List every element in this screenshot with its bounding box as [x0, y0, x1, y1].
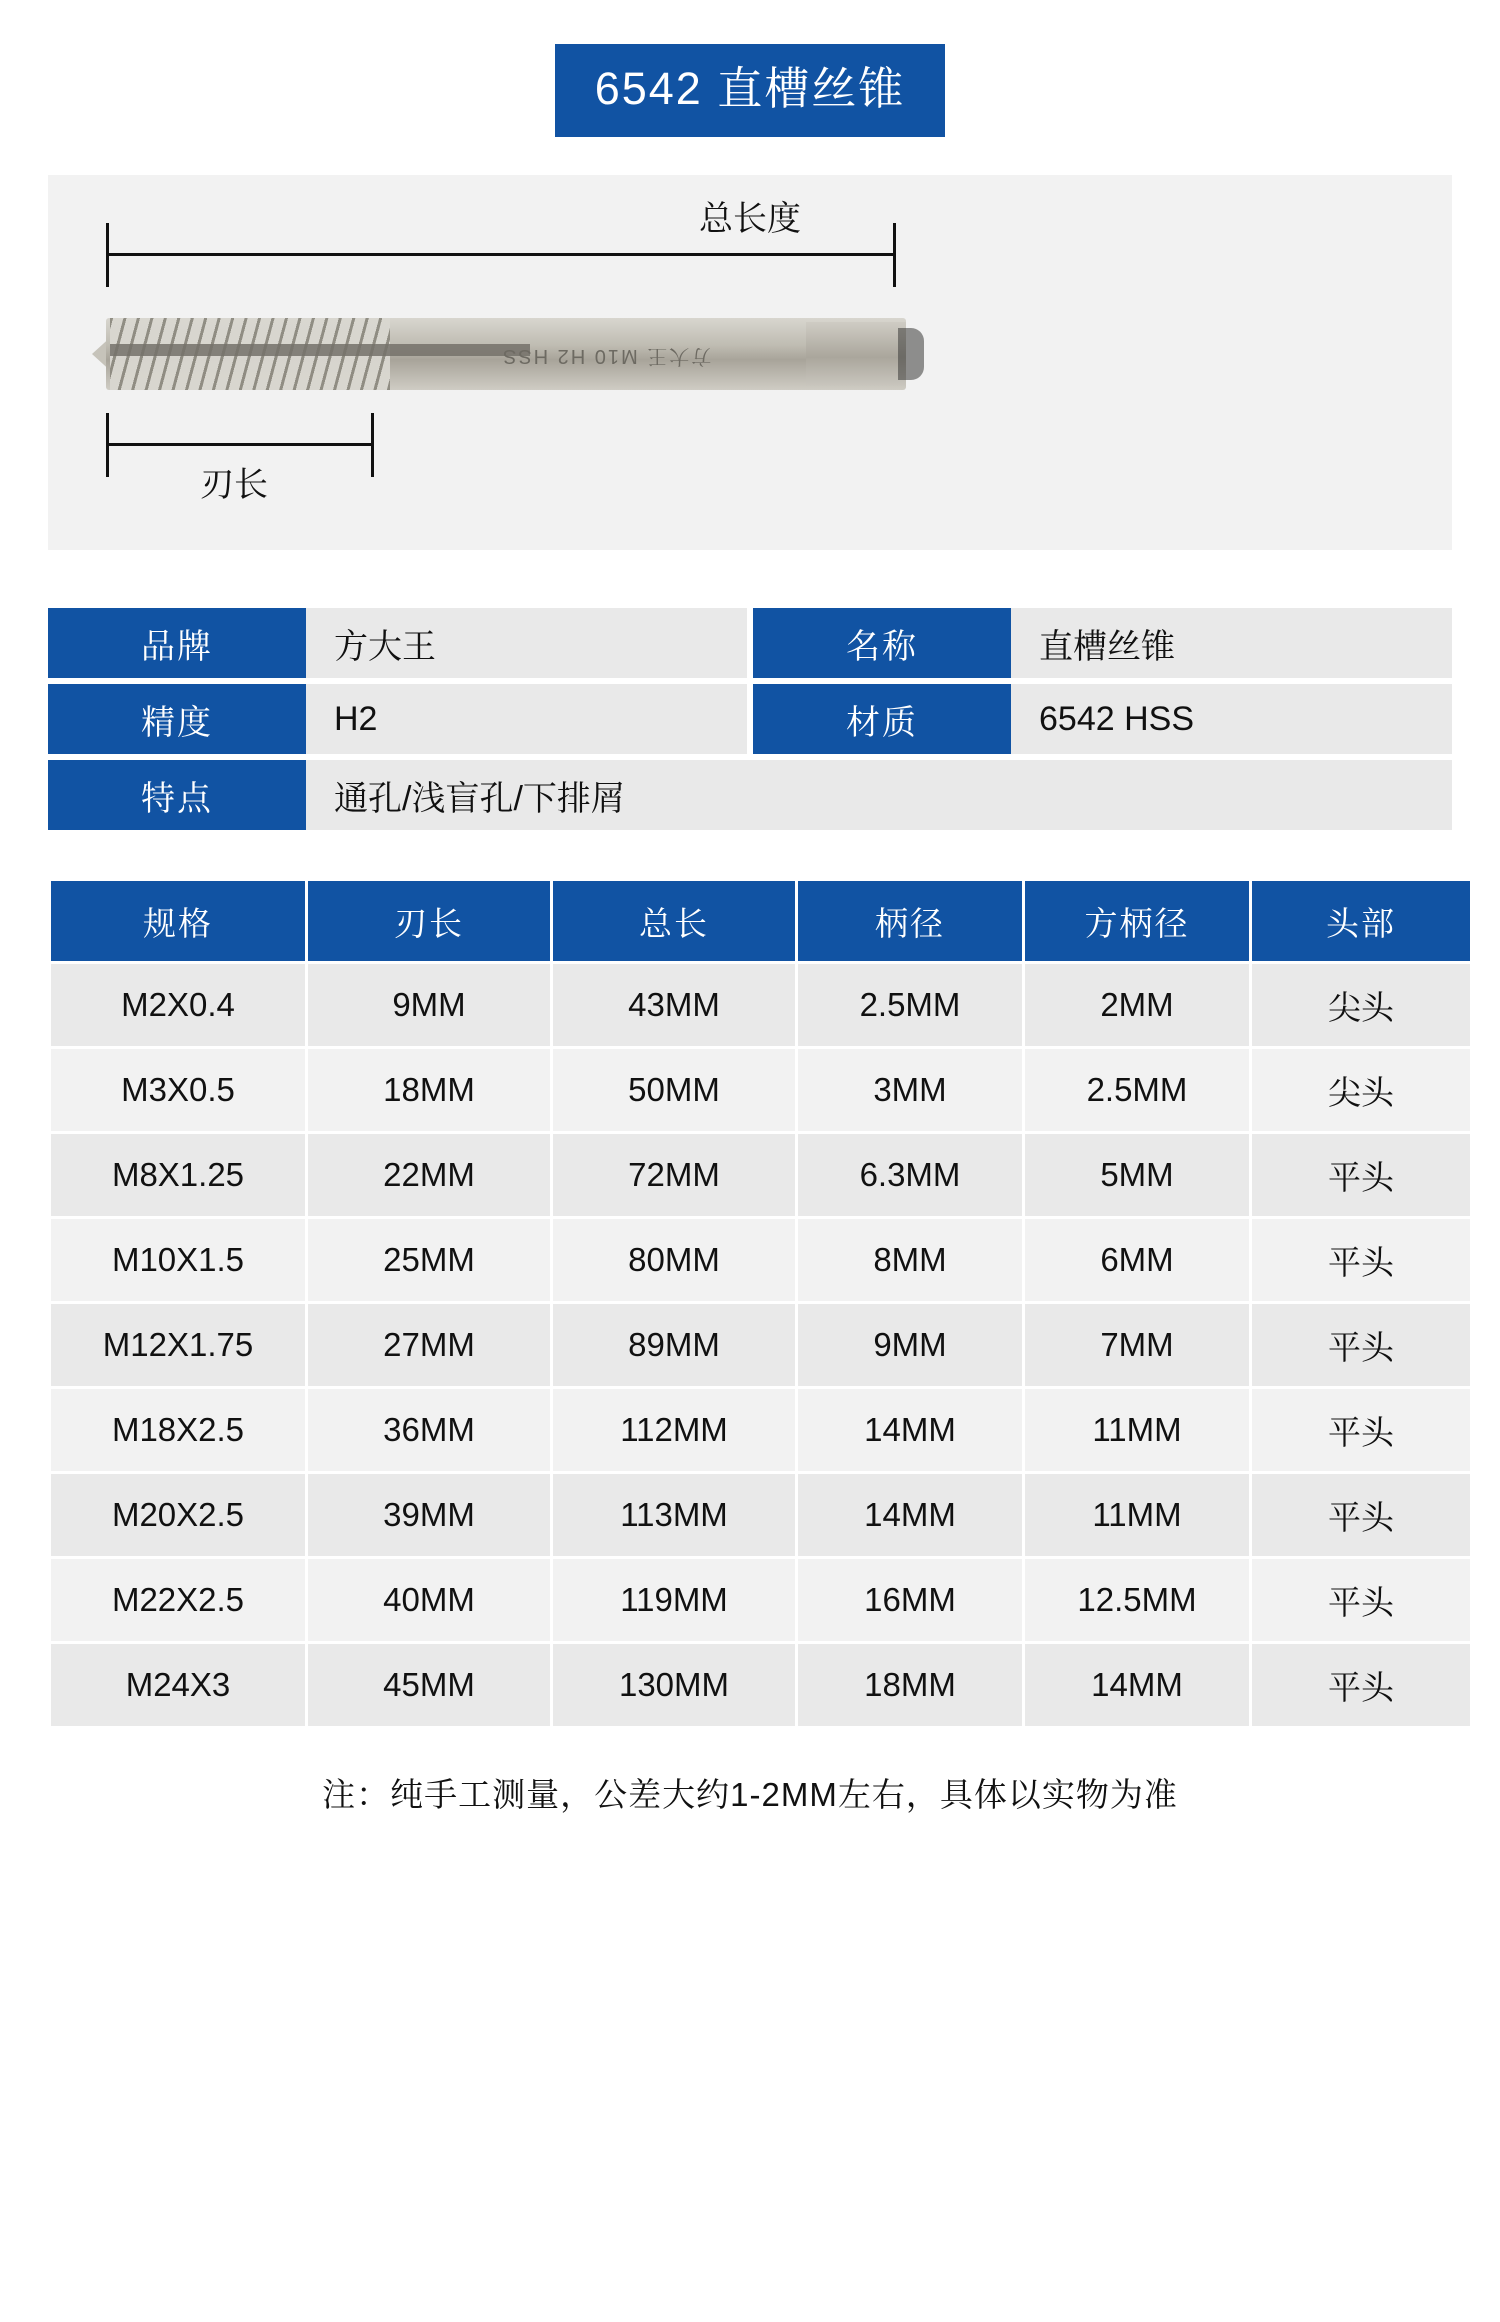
- cell-total: 80MM: [553, 1219, 795, 1301]
- attribute-value-brand: 方大王: [306, 608, 747, 678]
- cell-flute: 9MM: [308, 964, 550, 1046]
- cell-spec: M3X0.5: [51, 1049, 305, 1131]
- cell-flute: 27MM: [308, 1304, 550, 1386]
- total-length-tick-right: [893, 223, 896, 287]
- product-diagram: [48, 175, 1452, 550]
- table-header-row: [51, 881, 1470, 961]
- cell-spec: M8X1.25: [51, 1134, 305, 1216]
- cell-flute: 36MM: [308, 1389, 550, 1471]
- table-header-square-shank: 方柄径: [1025, 881, 1249, 961]
- attribute-row: [48, 760, 1452, 830]
- attribute-key-material: 材质: [753, 684, 1011, 754]
- attribute-pair-features: [48, 760, 1452, 830]
- cell-head: 尖头: [1252, 1049, 1470, 1131]
- cell-total: 72MM: [553, 1134, 795, 1216]
- table-header-flute: 刃长: [308, 881, 550, 961]
- cell-spec: M22X2.5: [51, 1559, 305, 1641]
- page-title: 6542 直槽丝锥: [555, 44, 946, 137]
- cell-square-shank: 11MM: [1025, 1389, 1249, 1471]
- cell-head: 尖头: [1252, 964, 1470, 1046]
- attribute-pair-name: [753, 608, 1452, 678]
- cell-total: 113MM: [553, 1474, 795, 1556]
- cell-flute: 39MM: [308, 1474, 550, 1556]
- size-specification-table: [48, 878, 1473, 1729]
- cell-spec: M20X2.5: [51, 1474, 305, 1556]
- cell-shank: 9MM: [798, 1304, 1022, 1386]
- total-length-label: 总长度: [699, 200, 801, 238]
- flute-length-dimension-line: [106, 443, 374, 446]
- cell-head: 平头: [1252, 1134, 1470, 1216]
- attribute-pair-brand: [48, 608, 747, 678]
- cell-square-shank: 2.5MM: [1025, 1049, 1249, 1131]
- cell-shank: 14MM: [798, 1389, 1022, 1471]
- flute-length-label: 刃长: [200, 466, 268, 504]
- cell-flute: 40MM: [308, 1559, 550, 1641]
- cell-total: 119MM: [553, 1559, 795, 1641]
- cell-total: 130MM: [553, 1644, 795, 1726]
- attribute-row: [48, 684, 1452, 754]
- cell-spec: M2X0.4: [51, 964, 305, 1046]
- cell-flute: 22MM: [308, 1134, 550, 1216]
- cell-shank: 6.3MM: [798, 1134, 1022, 1216]
- flute-length-tick-right: [371, 413, 374, 477]
- table-header-shank: 柄径: [798, 881, 1022, 961]
- cell-total: 50MM: [553, 1049, 795, 1131]
- cell-shank: 14MM: [798, 1474, 1022, 1556]
- measurement-footnote: 注：纯手工测量，公差大约1-2MM左右，具体以实物为准: [322, 1776, 1178, 1813]
- table-header-head: 头部: [1252, 881, 1470, 961]
- cell-shank: 18MM: [798, 1644, 1022, 1726]
- cell-square-shank: 11MM: [1025, 1474, 1249, 1556]
- cell-shank: 3MM: [798, 1049, 1022, 1131]
- table-row: [51, 1559, 1470, 1641]
- cell-square-shank: 12.5MM: [1025, 1559, 1249, 1641]
- cell-head: 平头: [1252, 1389, 1470, 1471]
- cell-shank: 2.5MM: [798, 964, 1022, 1046]
- cell-spec: M24X3: [51, 1644, 305, 1726]
- cell-flute: 25MM: [308, 1219, 550, 1301]
- cell-square-shank: 14MM: [1025, 1644, 1249, 1726]
- cell-square-shank: 7MM: [1025, 1304, 1249, 1386]
- attribute-value-features: 通孔/浅盲孔/下排屑: [306, 760, 1452, 830]
- tap-engraving-text: 方大王 M10 H2 HSS: [501, 345, 712, 367]
- cell-head: 平头: [1252, 1474, 1470, 1556]
- attribute-key-name: 名称: [753, 608, 1011, 678]
- tap-end-cap: [898, 328, 924, 380]
- attribute-pair-material: [753, 684, 1452, 754]
- attribute-row: [48, 608, 1452, 678]
- attribute-value-name: 直槽丝锥: [1011, 608, 1452, 678]
- cell-shank: 16MM: [798, 1559, 1022, 1641]
- cell-total: 43MM: [553, 964, 795, 1046]
- cell-flute: 18MM: [308, 1049, 550, 1131]
- cell-head: 平头: [1252, 1559, 1470, 1641]
- flute-length-tick-left: [106, 413, 109, 477]
- cell-head: 平头: [1252, 1219, 1470, 1301]
- table-row: [51, 1644, 1470, 1726]
- attribute-value-material: 6542 HSS: [1011, 684, 1452, 754]
- cell-shank: 8MM: [798, 1219, 1022, 1301]
- cell-total: 112MM: [553, 1389, 795, 1471]
- total-length-tick-left: [106, 223, 109, 287]
- title-section: [0, 0, 1500, 137]
- cell-square-shank: 2MM: [1025, 964, 1249, 1046]
- attribute-key-features: 特点: [48, 760, 306, 830]
- table-row: [51, 1134, 1470, 1216]
- tap-flute-groove: [110, 344, 530, 356]
- cell-spec: M10X1.5: [51, 1219, 305, 1301]
- attribute-value-precision: H2: [306, 684, 747, 754]
- table-header-spec: 规格: [51, 881, 305, 961]
- table-row: [51, 964, 1470, 1046]
- total-length-dimension-line: [106, 253, 896, 256]
- tap-tool-image: [106, 300, 906, 405]
- attribute-key-precision: 精度: [48, 684, 306, 754]
- cell-flute: 45MM: [308, 1644, 550, 1726]
- table-row: [51, 1049, 1470, 1131]
- cell-head: 平头: [1252, 1304, 1470, 1386]
- attribute-key-brand: 品牌: [48, 608, 306, 678]
- cell-total: 89MM: [553, 1304, 795, 1386]
- table-header-total: 总长: [553, 881, 795, 961]
- attribute-pair-precision: [48, 684, 747, 754]
- tap-square-shank: [806, 322, 906, 386]
- table-row: [51, 1389, 1470, 1471]
- cell-spec: M12X1.75: [51, 1304, 305, 1386]
- cell-square-shank: 6MM: [1025, 1219, 1249, 1301]
- table-row: [51, 1219, 1470, 1301]
- cell-head: 平头: [1252, 1644, 1470, 1726]
- table-row: [51, 1304, 1470, 1386]
- attribute-grid: [48, 608, 1452, 830]
- table-row: [51, 1474, 1470, 1556]
- cell-square-shank: 5MM: [1025, 1134, 1249, 1216]
- cell-spec: M18X2.5: [51, 1389, 305, 1471]
